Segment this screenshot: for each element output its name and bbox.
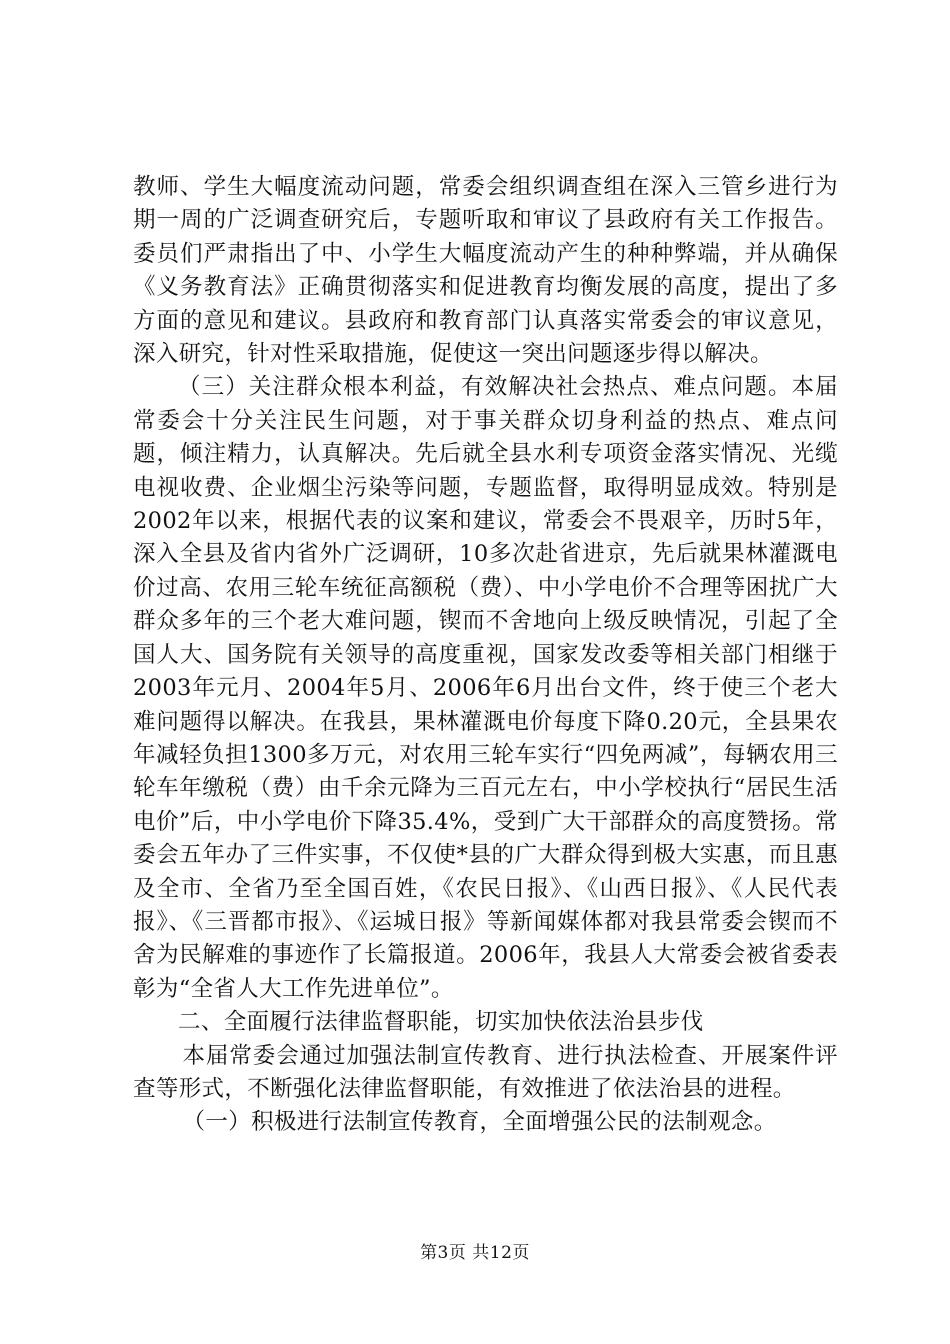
- paragraph-section-two-intro: 本届常委会通过加强法制宣传教育、进行执法检查、开展案件评查等形式，不断强化法律监督职能，有效推进了依法治县的进程。: [133, 1042, 838, 1102]
- page-number-footer: 第3页 共12页: [420, 1243, 530, 1263]
- paragraph-continuation: 教师、学生大幅度流动问题，常委会组织调查组在深入三管乡进行为期一周的广泛调查研究后，专题听取和审议了县政府有关工作报告。委员们严肃指出了中、小学生大幅度流动产生的种种弊端，并从确保《义务教育法》正确贯彻落实和促进教育均衡发展的高度，提出了多方面的意见和建议。县政府和教育部门认真落实常委会的审议意见，深入研究，针对性采取措施，促使这一突出问题逐步得以解决。: [133, 174, 838, 368]
- paragraph-section-three: （三）关注群众根本利益，有效解决社会热点、难点问题。本届常委会十分关注民生问题，对于事关群众切身利益的热点、难点问题，倾注精力，认真解决。先后就全县水利专项资金落实情况、光缆电视收费、企业烟尘污染等问题，专题监督，取得明显成效。特别是2002年以来，根据代表的议案和建议，常委会不畏艰辛，历时5年，深入全县及省内省外广泛调研，10多次赴省进京，先后就果林灌溉电价过高、农用三轮车统征高额税（费）、中小学电价不合理等困扰广大群众多年的三个老大难问题，锲而不舍地向上级反映情况，引起了全国人大、国务院有关领导的高度重视，国家发改委等相关部门相继于2003年元月、2004年5月、2006年6月出台文件，终于使三个老大难问题得以解决。在我县，果林灌溉电价每度下降0.20元，全县果农年减轻负担1300多万元，对农用三轮车实行“四免两减”，每辆农用三轮车年缴税（费）由千余元降为三百元左右，中小学校执行“居民生活电价”后，中小学电价下降35.4%，受到广大干部群众的高度赞扬。常委会五年办了三件实事，不仅使*县的广大群众得到极大实惠，而且惠及全市、全省乃至全国百姓，《农民日报》、《山西日报》、《人民代表报》、《三晋都市报》、《运城日报》等新闻媒体都对我县常委会锲而不舍为民解难的事迹作了长篇报道。2006年，我县人大常委会被省委表彰为“全省人大工作先进单位”。: [133, 374, 838, 1002]
- document-body: [133, 171, 838, 1140]
- paragraph-subsection-one: （一）积极进行法制宣传教育，全面增强公民的法制观念。: [182, 1109, 777, 1136]
- section-heading-two: 二、全面履行法律监督职能，切实加快依法治县步伐: [178, 1009, 704, 1036]
